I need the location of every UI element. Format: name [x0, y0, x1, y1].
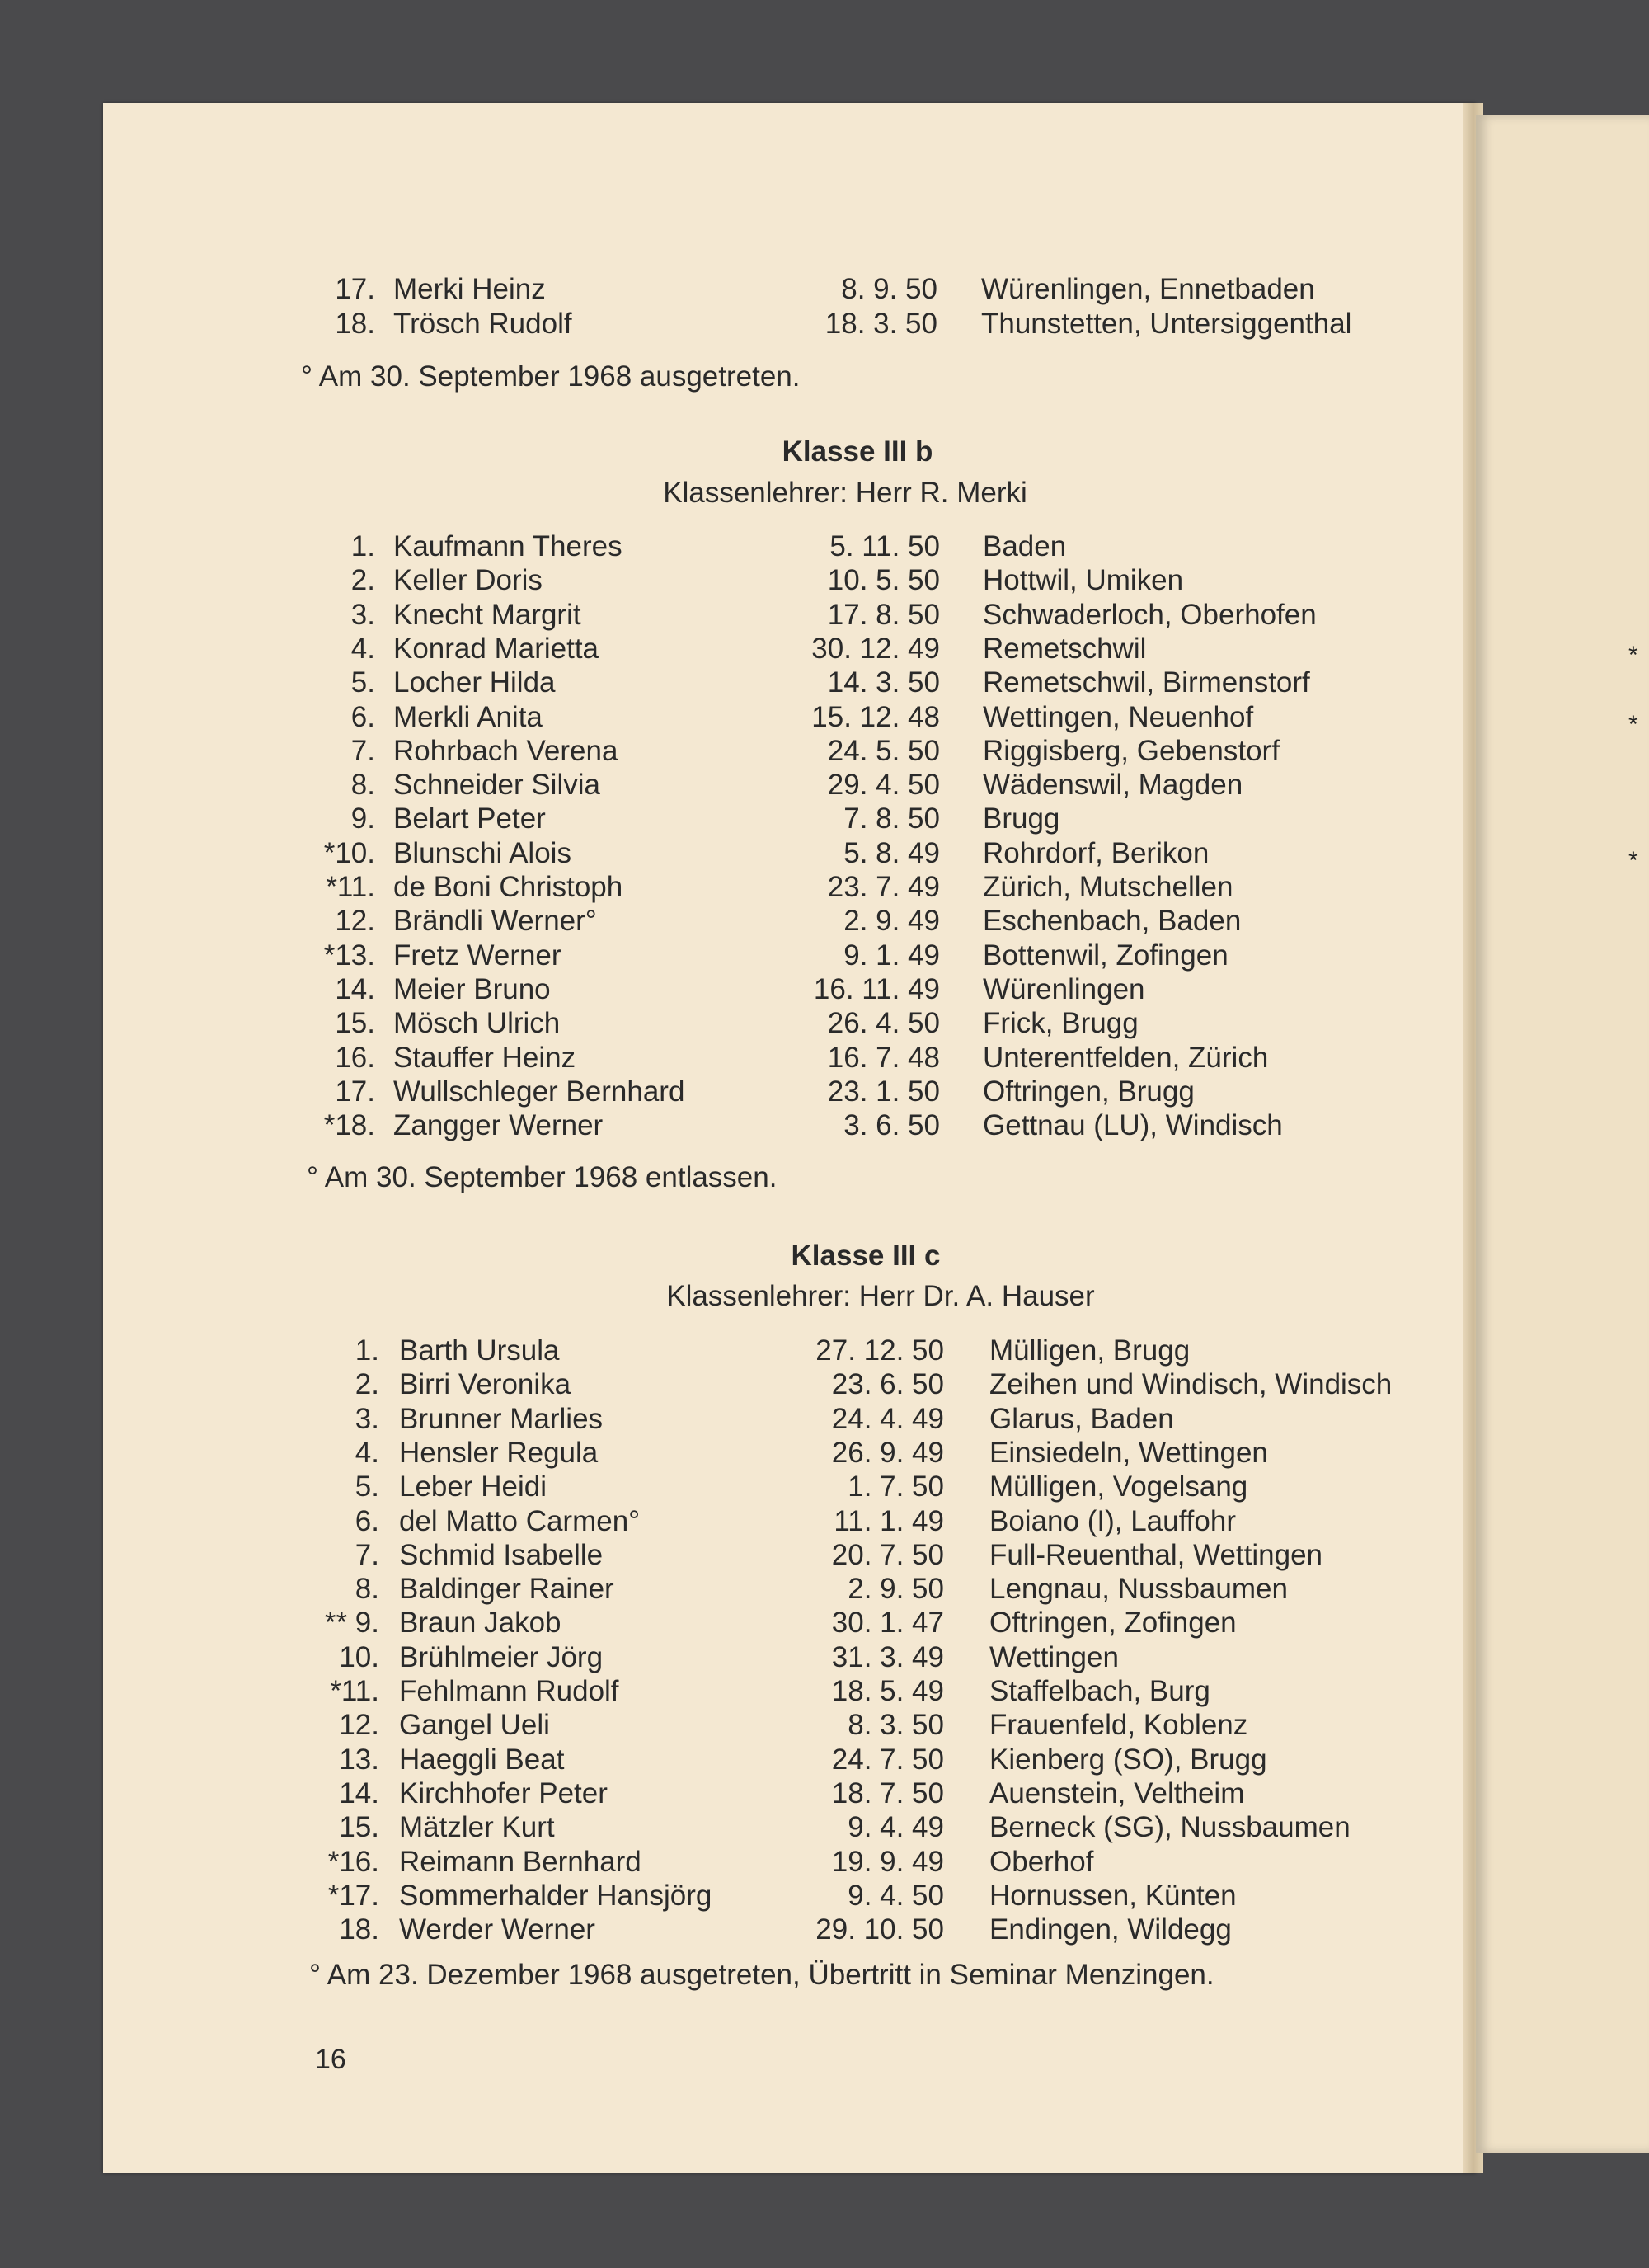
place-of-origin: Oftringen, Brugg	[983, 1075, 1195, 1108]
place-of-origin: Boiano (I), Lauffohr	[989, 1504, 1236, 1537]
place-of-origin: Einsiedeln, Wettingen	[989, 1436, 1268, 1469]
birth-date: 15. 12. 48	[811, 700, 940, 733]
student-name: Barth Ursula	[399, 1334, 560, 1367]
row-number: 12.	[335, 905, 375, 938]
birth-date: 19. 9. 49	[831, 1845, 944, 1878]
birth-date: 23. 1. 50	[827, 1075, 940, 1108]
footnote: ° Am 30. September 1968 entlassen.	[307, 1161, 778, 1193]
row-number: *10.	[323, 836, 375, 869]
student-name: Knecht Margrit	[393, 598, 581, 631]
birth-date: 24. 7. 50	[831, 1743, 944, 1776]
section-teacher: Klassenlehrer: Herr R. Merki	[663, 477, 1027, 509]
place-of-origin: Zürich, Mutschellen	[983, 871, 1233, 903]
row-number: *16.	[327, 1845, 379, 1878]
place-of-origin: Unterentfelden, Zürich	[983, 1041, 1269, 1074]
student-name: Konrad Marietta	[393, 632, 599, 665]
birth-date: 18. 7. 50	[831, 1776, 944, 1809]
row-number: 8.	[350, 769, 375, 802]
birth-date: 18. 3. 50	[824, 308, 937, 340]
place-of-origin: Berneck (SG), Nussbaumen	[989, 1811, 1351, 1844]
birth-date: 16. 7. 48	[827, 1041, 940, 1074]
birth-date: 11. 1. 49	[834, 1504, 944, 1537]
row-number: 7.	[355, 1538, 379, 1571]
student-name: Kirchhofer Peter	[399, 1776, 608, 1809]
student-name: Meier Bruno	[393, 972, 551, 1005]
place-of-origin: Wädenswil, Magden	[983, 769, 1243, 802]
birth-date: 8. 9. 50	[841, 273, 937, 305]
student-name: Stauffer Heinz	[393, 1041, 576, 1074]
student-name: Birri Veronika	[399, 1368, 571, 1401]
place-of-origin: Lengnau, Nussbaumen	[989, 1573, 1288, 1606]
student-name: Rohrbach Verena	[393, 734, 618, 767]
place-of-origin: Brugg	[983, 802, 1060, 835]
birth-date: 2. 9. 49	[843, 905, 940, 938]
birth-date: 20. 7. 50	[831, 1538, 944, 1571]
place-of-origin: Schwaderloch, Oberhofen	[983, 598, 1317, 631]
row-number: 5.	[350, 666, 375, 699]
section-teacher: Klassenlehrer: Herr Dr. A. Hauser	[666, 1280, 1095, 1312]
student-name: de Boni Christoph	[393, 871, 623, 903]
birth-date: 17. 8. 50	[827, 598, 940, 631]
row-number: *17.	[327, 1879, 379, 1912]
row-number: 6.	[355, 1504, 379, 1537]
birth-date: 29. 4. 50	[827, 769, 940, 802]
birth-date: 1. 7. 50	[848, 1470, 944, 1503]
birth-date: 5. 8. 49	[843, 836, 940, 869]
place-of-origin: Thunstetten, Untersiggenthal	[981, 308, 1352, 340]
page-number: 16	[315, 2044, 346, 2075]
row-number: 10.	[339, 1640, 379, 1673]
section-title: Klasse III c	[791, 1240, 941, 1272]
place-of-origin: Hottwil, Umiken	[983, 564, 1184, 597]
student-name: Werder Werner	[399, 1913, 595, 1946]
birth-date: 27. 12. 50	[815, 1334, 944, 1367]
student-name: Schneider Silvia	[393, 769, 600, 802]
row-number: 4.	[355, 1436, 379, 1469]
student-name: Brunner Marlies	[399, 1402, 604, 1435]
birth-date: 9. 1. 49	[843, 939, 940, 972]
row-number: 3.	[350, 598, 375, 631]
student-name: Belart Peter	[393, 802, 546, 835]
row-number: 8.	[355, 1573, 379, 1606]
place-of-origin: Staffelbach, Burg	[989, 1675, 1210, 1707]
student-name: Baldinger Rainer	[399, 1573, 614, 1606]
student-name: Braun Jakob	[399, 1607, 561, 1640]
student-name: Mätzler Kurt	[399, 1811, 555, 1844]
student-name: Haeggli Beat	[399, 1743, 565, 1776]
place-of-origin: Wettingen	[989, 1640, 1119, 1673]
row-number: 15.	[339, 1811, 379, 1844]
row-number: 4.	[350, 632, 375, 665]
birth-date: 9. 4. 49	[848, 1811, 944, 1844]
place-of-origin: Auenstein, Veltheim	[989, 1776, 1245, 1809]
birth-date: 30. 1. 47	[831, 1607, 944, 1640]
row-number: 13.	[339, 1743, 379, 1776]
place-of-origin: Glarus, Baden	[989, 1402, 1174, 1435]
row-number: 14.	[339, 1776, 379, 1809]
student-name: Gangel Ueli	[399, 1709, 550, 1742]
birth-date: 8. 3. 50	[848, 1709, 944, 1742]
footnote: ° Am 30. September 1968 ausgetreten.	[301, 360, 801, 393]
row-number: 2.	[350, 564, 375, 597]
student-name: del Matto Carmen°	[399, 1504, 641, 1537]
student-name: Reimann Bernhard	[399, 1845, 641, 1878]
birth-date: 23. 7. 49	[827, 871, 940, 903]
row-number: 2.	[355, 1368, 379, 1401]
place-of-origin: Baden	[983, 530, 1067, 562]
student-name: Brühlmeier Jörg	[399, 1640, 604, 1673]
row-number: *13.	[323, 939, 375, 972]
student-name: Zangger Werner	[393, 1109, 604, 1142]
birth-date: 16. 11. 49	[813, 972, 940, 1005]
place-of-origin: Mülligen, Vogelsang	[989, 1470, 1248, 1503]
place-of-origin: Endingen, Wildegg	[989, 1913, 1232, 1946]
birth-date: 31. 3. 49	[831, 1640, 944, 1673]
section-title: Klasse III b	[782, 435, 933, 468]
student-name: Sommerhalder Hansjörg	[399, 1879, 712, 1912]
birth-date: 2. 9. 50	[848, 1573, 944, 1606]
row-number: 18.	[335, 308, 375, 340]
birth-date: 26. 9. 49	[831, 1436, 944, 1469]
birth-date: 10. 5. 50	[827, 564, 940, 597]
place-of-origin: Riggisberg, Gebenstorf	[983, 734, 1280, 767]
row-number: *18.	[323, 1109, 375, 1142]
row-number: ** 9.	[324, 1607, 379, 1640]
row-number: 5.	[355, 1470, 379, 1503]
row-number: 1.	[350, 530, 375, 562]
birth-date: 29. 10. 50	[815, 1913, 944, 1946]
student-name: Schmid Isabelle	[399, 1538, 604, 1571]
place-of-origin: Rohrdorf, Berikon	[983, 836, 1210, 869]
row-number: 1.	[355, 1334, 379, 1367]
place-of-origin: Wettingen, Neuenhof	[983, 700, 1254, 733]
birth-date: 24. 5. 50	[827, 734, 940, 767]
place-of-origin: Remetschwil, Birmenstorf	[983, 666, 1310, 699]
student-name: Locher Hilda	[393, 666, 556, 699]
student-name: Brändli Werner°	[393, 905, 597, 938]
student-name: Mösch Ulrich	[393, 1007, 561, 1040]
birth-date: 30. 12. 49	[811, 632, 940, 665]
student-name: Fehlmann Rudolf	[399, 1675, 619, 1707]
place-of-origin: Remetschwil	[983, 632, 1147, 665]
student-name: Keller Doris	[393, 564, 543, 597]
birth-date: 18. 5. 49	[831, 1675, 944, 1707]
row-number: 17.	[335, 273, 375, 305]
place-of-origin: Gettnau (LU), Windisch	[983, 1109, 1283, 1142]
row-number: 12.	[339, 1709, 379, 1742]
place-of-origin: Zeihen und Windisch, Windisch	[989, 1368, 1393, 1401]
place-of-origin: Würenlingen	[983, 972, 1145, 1005]
place-of-origin: Hornussen, Künten	[989, 1879, 1237, 1912]
place-of-origin: Eschenbach, Baden	[983, 905, 1242, 938]
birth-date: 5. 11. 50	[829, 530, 940, 562]
birth-date: 14. 3. 50	[827, 666, 940, 699]
place-of-origin: Kienberg (SO), Brugg	[989, 1743, 1267, 1776]
place-of-origin: Full-Reuenthal, Wettingen	[989, 1538, 1323, 1571]
place-of-origin: Oberhof	[989, 1845, 1094, 1878]
place-of-origin: Frauenfeld, Koblenz	[989, 1709, 1248, 1742]
row-number: *11.	[326, 871, 375, 903]
place-of-origin: Mülligen, Brugg	[989, 1334, 1191, 1367]
birth-date: 26. 4. 50	[827, 1007, 940, 1040]
row-number: 18.	[339, 1913, 379, 1946]
row-number: 15.	[335, 1007, 375, 1040]
place-of-origin: Oftringen, Zofingen	[989, 1607, 1237, 1640]
footnote: ° Am 23. Dezember 1968 ausgetreten, Übertritt in Seminar Menzingen.	[309, 1959, 1214, 1991]
student-name: Kaufmann Theres	[393, 530, 622, 562]
row-number: 7.	[350, 734, 375, 767]
row-number: 9.	[350, 802, 375, 835]
student-name: Hensler Regula	[399, 1436, 599, 1469]
birth-date: 24. 4. 49	[831, 1402, 944, 1435]
row-number: 14.	[335, 972, 375, 1005]
birth-date: 3. 6. 50	[843, 1109, 940, 1142]
row-number: 16.	[335, 1041, 375, 1074]
margin-star: *	[1628, 711, 1638, 738]
row-number: 17.	[335, 1075, 375, 1108]
student-name: Blunschi Alois	[393, 836, 571, 869]
birth-date: 7. 8. 50	[843, 802, 940, 835]
row-number: *11.	[330, 1675, 379, 1707]
place-of-origin: Frick, Brugg	[983, 1007, 1139, 1040]
margin-star: *	[1628, 847, 1638, 874]
row-number: 6.	[350, 700, 375, 733]
student-name: Leber Heidi	[399, 1470, 547, 1503]
place-of-origin: Bottenwil, Zofingen	[983, 939, 1229, 972]
birth-date: 23. 6. 50	[831, 1368, 944, 1401]
margin-star: *	[1628, 642, 1638, 669]
student-name: Wullschleger Bernhard	[393, 1075, 685, 1108]
birth-date: 9. 4. 50	[848, 1879, 944, 1912]
student-name: Merki Heinz	[393, 273, 546, 305]
row-number: 3.	[355, 1402, 379, 1435]
student-name: Fretz Werner	[393, 939, 561, 972]
student-name: Merkli Anita	[393, 700, 543, 733]
student-name: Trösch Rudolf	[393, 308, 572, 340]
place-of-origin: Würenlingen, Ennetbaden	[981, 273, 1315, 305]
